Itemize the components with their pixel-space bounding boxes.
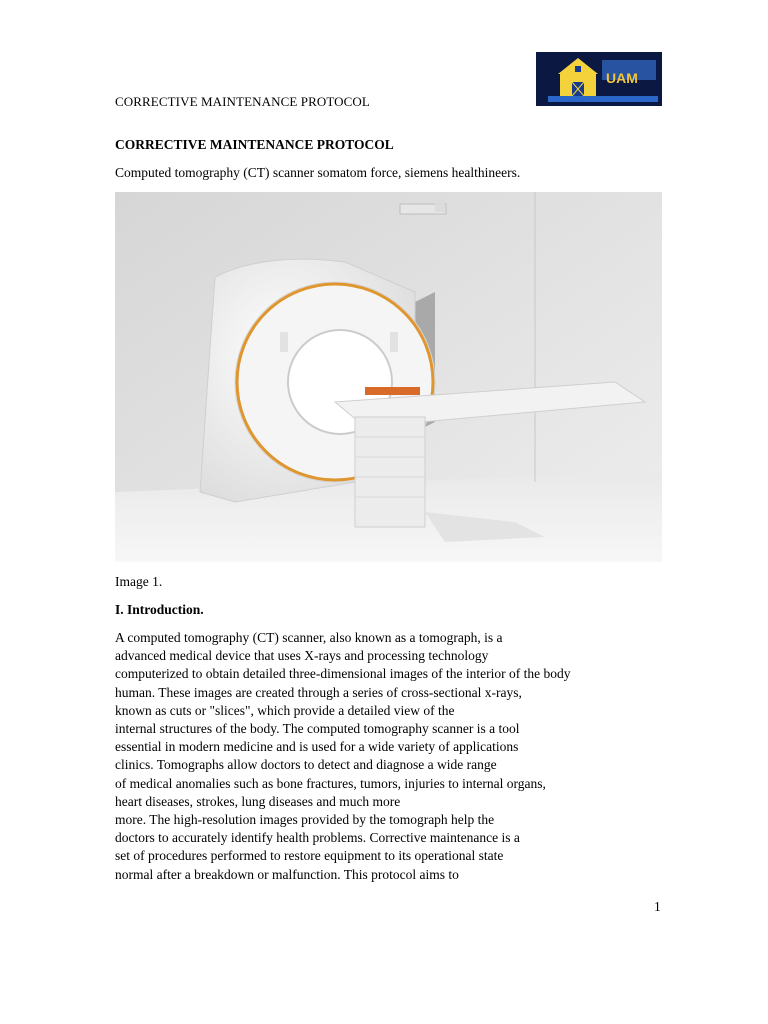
university-logo <box>536 52 662 106</box>
paragraph-line: essential in modern medicine and is used for a wide variety of applications <box>115 739 519 755</box>
introduction-paragraph <box>115 629 655 884</box>
paragraph-line: advanced medical device that uses X-rays and processing technology <box>115 648 489 664</box>
paragraph-line: A computed tomography (CT) scanner, also known as a tomograph, is a <box>115 630 503 645</box>
paragraph-line: clinics. Tomographs allow doctors to detect and diagnose a wide range <box>115 757 497 773</box>
paragraph-line: more. The high-resolution images provided by the tomograph help the <box>115 812 495 828</box>
paragraph-line: normal after a breakdown or malfunction. This protocol aims to <box>115 866 459 882</box>
running-header: CORRECTIVE MAINTENANCE PROTOCOL <box>115 94 370 109</box>
section-heading: I. Introduction. <box>115 602 204 617</box>
paragraph-line: of medical anomalies such as bone fractures, tumors, injuries to internal organs, <box>115 775 546 791</box>
image-caption: Image 1. <box>115 574 163 589</box>
paragraph-line: computerized to obtain detailed three-dimensional images of the interior of the body <box>115 666 571 682</box>
document-title: CORRECTIVE MAINTENANCE PROTOCOL <box>115 137 394 152</box>
paragraph-line: set of procedures performed to restore equipment to its operational state <box>115 848 504 864</box>
logo-text: UAM <box>606 70 638 86</box>
paragraph-line: heart diseases, strokes, lung diseases and much more <box>115 793 401 809</box>
ct-scanner-photo <box>115 192 662 562</box>
paragraph-line: doctors to accurately identify health problems. Corrective maintenance is a <box>115 830 520 846</box>
paragraph-line: known as cuts or "slices", which provide a detailed view of the <box>115 702 455 718</box>
document-subtitle: Computed tomography (CT) scanner somatom force, siemens healthineers. <box>115 165 521 180</box>
paragraph-line: internal structures of the body. The computed tomography scanner is a tool <box>115 721 520 737</box>
paragraph-line: human. These images are created through a series of cross-sectional x-rays, <box>115 684 522 700</box>
barn-icon <box>536 52 662 106</box>
page-number: 1 <box>654 899 661 914</box>
